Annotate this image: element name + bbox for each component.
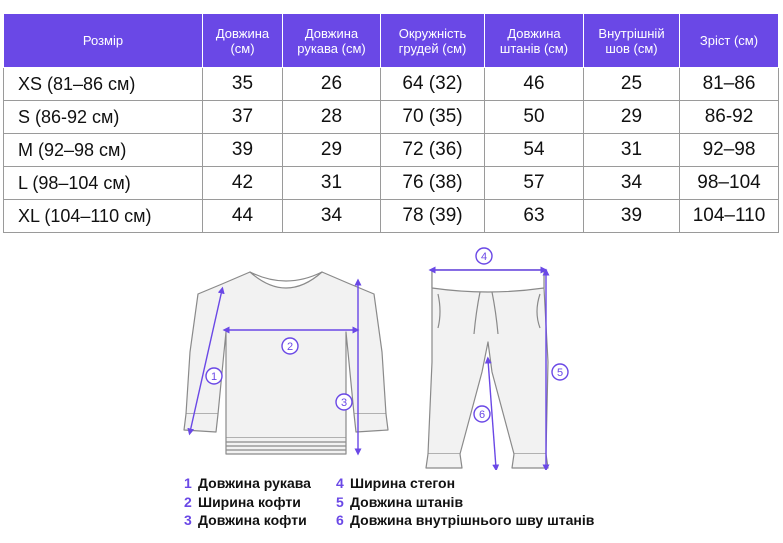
garment-diagram [170, 242, 610, 470]
table-cell: 39 [203, 134, 283, 167]
legend-item: 5 Довжина штанів [336, 493, 464, 510]
table-cell: 98–104 [680, 167, 779, 200]
header-chest: Окружність грудей (см) [381, 14, 485, 68]
header-length: Довжина (см) [203, 14, 283, 68]
table-row [4, 68, 779, 101]
table-cell: 39 [584, 200, 680, 233]
pants-illustration [426, 270, 548, 468]
table-cell: 86-92 [680, 101, 779, 134]
table-cell: M (92–98 см) [4, 134, 203, 167]
svg-text:1: 1 [210, 371, 218, 383]
table-row [4, 200, 779, 233]
legend-item: 4 Ширина стегон [336, 475, 456, 491]
svg-text:3: 3 [340, 397, 348, 409]
legend-item: 6 Довжина внутрішнього шву штанів [336, 512, 595, 528]
table-cell: 35 [203, 68, 283, 101]
marker-4 [476, 248, 492, 264]
table-cell: 54 [485, 134, 584, 167]
svg-text:5: 5 [556, 367, 564, 379]
table-row [4, 101, 779, 134]
table-row [4, 134, 779, 167]
table-cell: XS (81–86 см) [4, 68, 203, 101]
table-cell: 50 [485, 101, 584, 134]
table-cell: 64 (32) [381, 68, 485, 101]
header-size: Розмір [4, 14, 203, 68]
svg-text:6: 6 [478, 409, 486, 421]
table-cell: 92–98 [680, 134, 779, 167]
legend-item: 1 Довжина рукава [184, 475, 311, 491]
legend-right [336, 474, 594, 530]
table-header-row [4, 14, 779, 68]
table-cell: 104–110 [680, 200, 779, 233]
table-cell: 44 [203, 200, 283, 233]
table-cell: S (86-92 см) [4, 101, 203, 134]
table-cell: 70 (35) [381, 101, 485, 134]
table-cell: 78 (39) [381, 200, 485, 233]
marker-2 [282, 338, 298, 354]
table-cell: 25 [584, 68, 680, 101]
table-cell: 29 [584, 101, 680, 134]
header-height: Зріст (см) [680, 14, 779, 68]
legend-item: 2 Ширина кофти [184, 493, 301, 510]
table-cell: 63 [485, 200, 584, 233]
marker-1 [206, 368, 222, 384]
legend-left [184, 474, 311, 530]
table-cell: 34 [283, 200, 381, 233]
svg-text:2: 2 [286, 341, 294, 353]
marker-6 [474, 406, 490, 422]
header-sleeve-length: Довжина рукава (см) [283, 14, 381, 68]
table-cell: 34 [584, 167, 680, 200]
svg-text:4: 4 [480, 251, 488, 263]
table-cell: 37 [203, 101, 283, 134]
table-cell: 81–86 [680, 68, 779, 101]
table-cell: 26 [283, 68, 381, 101]
table-cell: 31 [283, 167, 381, 200]
table-cell: 72 (36) [381, 134, 485, 167]
table-cell: 57 [485, 167, 584, 200]
marker-5 [552, 364, 568, 380]
table-cell: 76 (38) [381, 167, 485, 200]
legend-item: 3 Довжина кофти [184, 512, 307, 528]
table-cell: 28 [283, 101, 381, 134]
size-table [3, 13, 779, 233]
table-row [4, 167, 779, 200]
table-cell: L (98–104 см) [4, 167, 203, 200]
table-cell: 29 [283, 134, 381, 167]
table-cell: 42 [203, 167, 283, 200]
table-cell: 46 [485, 68, 584, 101]
header-pants-length: Довжина штанів (см) [485, 14, 584, 68]
table-cell: 31 [584, 134, 680, 167]
table-cell: XL (104–110 см) [4, 200, 203, 233]
header-inseam: Внутрішній шов (см) [584, 14, 680, 68]
marker-3 [336, 394, 352, 410]
